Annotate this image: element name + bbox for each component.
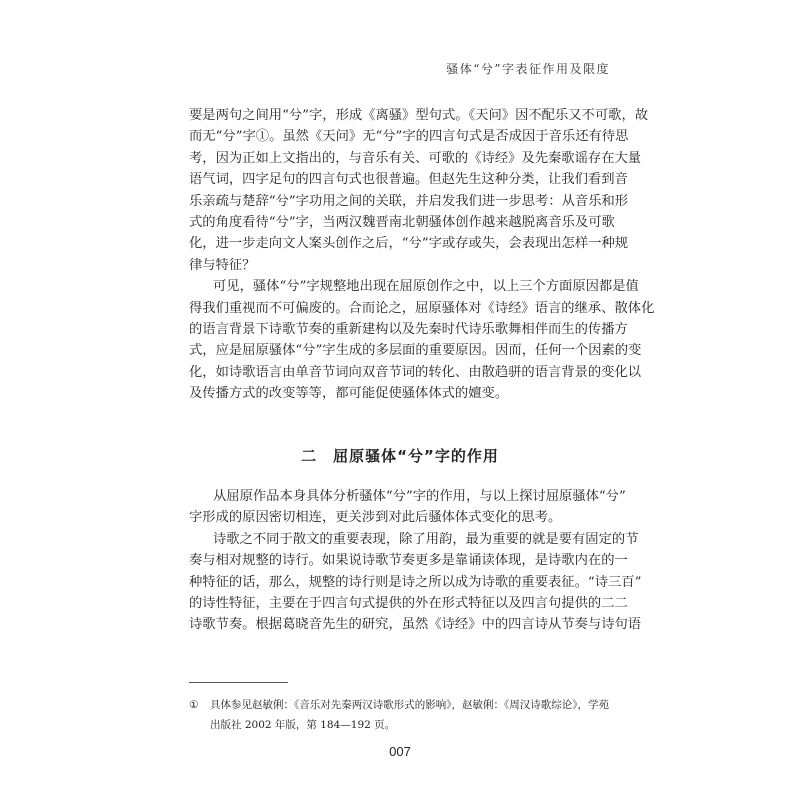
body-text-top [189,105,655,404]
paragraph [189,486,626,529]
text-line: 要是两句之间用“兮”字，形成《离骚》型句式。《天问》因不配乐又不可歌，故 [189,108,649,123]
paragraph [189,276,655,404]
page-number: 007 [389,744,411,759]
text-line: 字形成的原因密切相连，更关涉到对此后骚体体式变化的思考。 [189,510,562,526]
text-line: 从屈原作品本身具体分析骚体“兮”字的作用，与以上探讨屈原骚体“兮” [213,489,626,504]
text-line: 及传播方式的改变等等，都可能促使骚体体式的嬗变。 [189,386,509,402]
text-line: 的语言背景下诗歌节奏的重新建构以及先秦时代诗乐歌舞相伴而生的传播方 [189,321,628,337]
running-header: 骚体“兮”字表征作用及限度 [446,62,610,76]
text-line: 语气词，四字足句的四言句式也很普遍。但赵先生这种分类，让我们看到音 [189,172,628,188]
text-line: 式的角度看待“兮”字，当两汉魏晋南北朝骚体创作越来越脱离音乐及可歌 [189,214,615,230]
text-line: 乐亲疏与楚辞“兮”字功用之间的关联，并启发我们进一步思考：从音乐和形 [189,193,629,209]
text-line: 的诗性特征，主要在于四言句式提供的外在形式特征以及四言句提供的二二 [189,595,628,611]
text-line: 考，因为正如上文指出的，与音乐有关、可歌的《诗经》及先秦歌谣存在大量 [189,150,642,166]
text-line: 得我们重视而不可偏废的。合而论之，屈原骚体对《诗经》语言的继承、散体化 [189,300,655,316]
section-heading: 二 屈原骚体“兮”字的作用 [301,447,499,465]
footnote [189,695,609,735]
text-line: 奏与相对规整的诗行。如果说诗歌节奏更多是靠诵读体现，是诗歌内在的一 [189,553,628,569]
text-line: 种特征的话，那么，规整的诗行则是诗之所以成为诗歌的重要表征。“诗三百” [189,574,642,590]
text-line: 诗歌之不同于散文的重要表现，除了用韵，最为重要的就是要有固定的节 [213,531,639,547]
text-line: 化，如诗歌语言由单音节词向双音节词的转化、由散趋骈的语言背景的变化以 [189,364,642,380]
text-line: 式，应是屈原骚体“兮”字生成的多层面的重要原因。因而，任何一个因素的变 [189,343,642,359]
body-text-bottom [189,486,642,636]
text-line: 化，进一步走向文人案头创作之后，“兮”字或存或失，会表现出怎样一种规 [189,236,629,252]
footnote-line: 出版社 2002 年版，第 184—192 页。 [210,719,396,731]
footnote-divider [189,682,288,683]
paragraph [189,105,649,276]
paragraph [189,529,642,636]
footnote-marker: ① [189,699,199,711]
text-line: 可见，骚体“兮”字规整地出现在屈原创作之中，以上三个方面原因都是值 [213,279,639,295]
text-line: 而无“兮”字①。虽然《天问》无“兮”字的四言句式是否成因于音乐还有待思 [189,129,629,145]
text-line: 诗歌节奏。根据葛晓音先生的研究，虽然《诗经》中的四言诗从节奏与诗句语 [189,617,642,633]
footnote-line: 具体参见赵敏俐：《音乐对先秦两汉诗歌形式的影响》，赵敏俐：《周汉诗歌综论》，学苑 [210,699,609,711]
text-line: 律与特征？ [189,257,256,273]
